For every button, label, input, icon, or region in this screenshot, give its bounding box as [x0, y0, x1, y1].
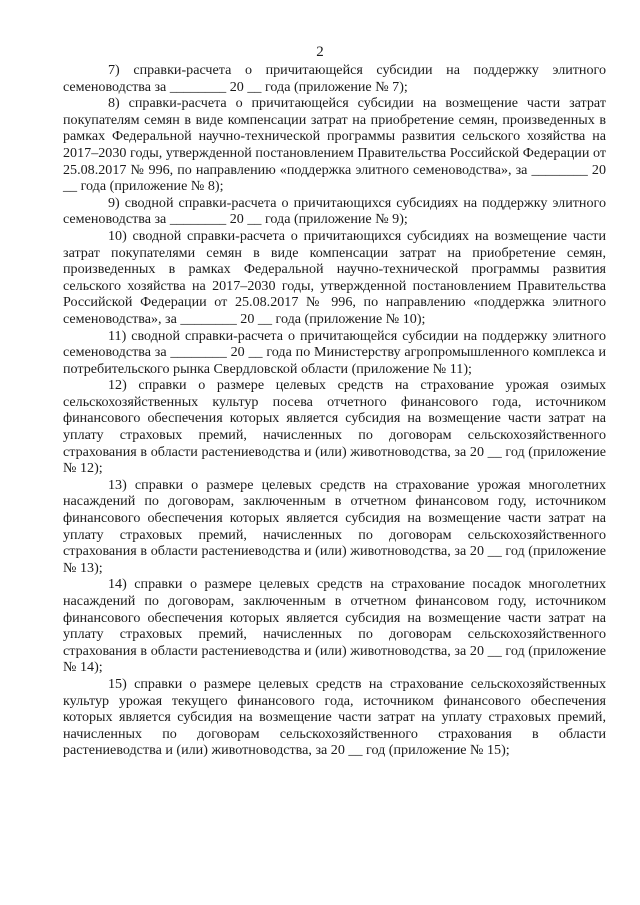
list-item-11: 11) сводной справки-расчета о причитающейся субсидии на поддержку элитного семеноводства за ________ 20 __ года по Министерству агропромышленного комплекса и потребительского рынка Свердловской области (приложение № 11);	[63, 327, 606, 377]
document-body	[63, 62, 606, 759]
list-item-15: 15) справки о размере целевых средств на страхование сельскохозяйственных культур урожая текущего финансового года, источником финансового обеспечения которых является субсидия на возмещение части затрат на уплату страховых премий, начисленных по договорам сельскохозяйственного страхования в области растениеводства и (или) животноводства, за 20 __ год (приложение № 15);	[63, 675, 606, 759]
list-item-9: 9) сводной справки-расчета о причитающихся субсидиях на поддержку элитного семеноводства за ________ 20 __ года (приложение № 9);	[63, 194, 606, 228]
list-item-7: 7) справки-расчета о причитающейся субсидии на поддержку элитного семеноводства за ________ 20 __ года (приложение № 7);	[63, 62, 606, 95]
list-item-13: 13) справки о размере целевых средств на страхование урожая многолетних насаждений по договорам, заключенным в отчетном финансовом году, источником финансового обеспечения которых является субсидия на возмещение части затрат на уплату страховых премий, начисленных по договорам сельскохозяйственного страхования в области растениеводства и (или) животноводства, за 20 __ год (приложение № 13);	[63, 476, 606, 576]
list-item-12: 12) справки о размере целевых средств на страхование урожая озимых сельскохозяйственных культур посева отчетного финансового года, источником финансового обеспечения которых является субсидия на возмещение части затрат на уплату страховых премий, начисленных по договорам сельскохозяйственного страхования в области растениеводства и (или) животноводства, за 20 __ год (приложение № 12);	[63, 377, 606, 477]
page-number: 2	[316, 44, 324, 60]
list-item-8: 8) справки-расчета о причитающейся субсидии на возмещение части затрат покупателям семян в виде компенсации затрат на приобретение семян, произведенных в рамках Федеральной научно-технической программы развития сельского хозяйства на 2017–2030 годы, утвержденной постановлением Правительства Российской Федерации от 25.08.2017 № 996, по направлению «поддержка элитного семеноводства», за ________ 20 __ года (приложение № 8);	[63, 95, 606, 195]
list-item-10: 10) сводной справки-расчета о причитающихся субсидиях на возмещение части затрат покупателями семян в виде компенсации затрат на приобретение семян, произведенных в рамках Федеральной научно-технической программы развития сельского хозяйства на 2017–2030 годы, утвержденной постановлением Правительства Российской Федерации от 25.08.2017 № 996, по направлению «поддержка элитного семеноводства», за ________ 20 __ года (приложение № 10);	[63, 227, 606, 327]
list-item-14: 14) справки о размере целевых средств на страхование посадок многолетних насаждений по договорам, заключенным в отчетном финансовом году, источником финансового обеспечения которых является субсидия на возмещение части затрат на уплату страховых премий, начисленных по договорам сельскохозяйственного страхования в области растениеводства и (или) животноводства, за 20 __ год (приложение № 14);	[63, 576, 606, 676]
